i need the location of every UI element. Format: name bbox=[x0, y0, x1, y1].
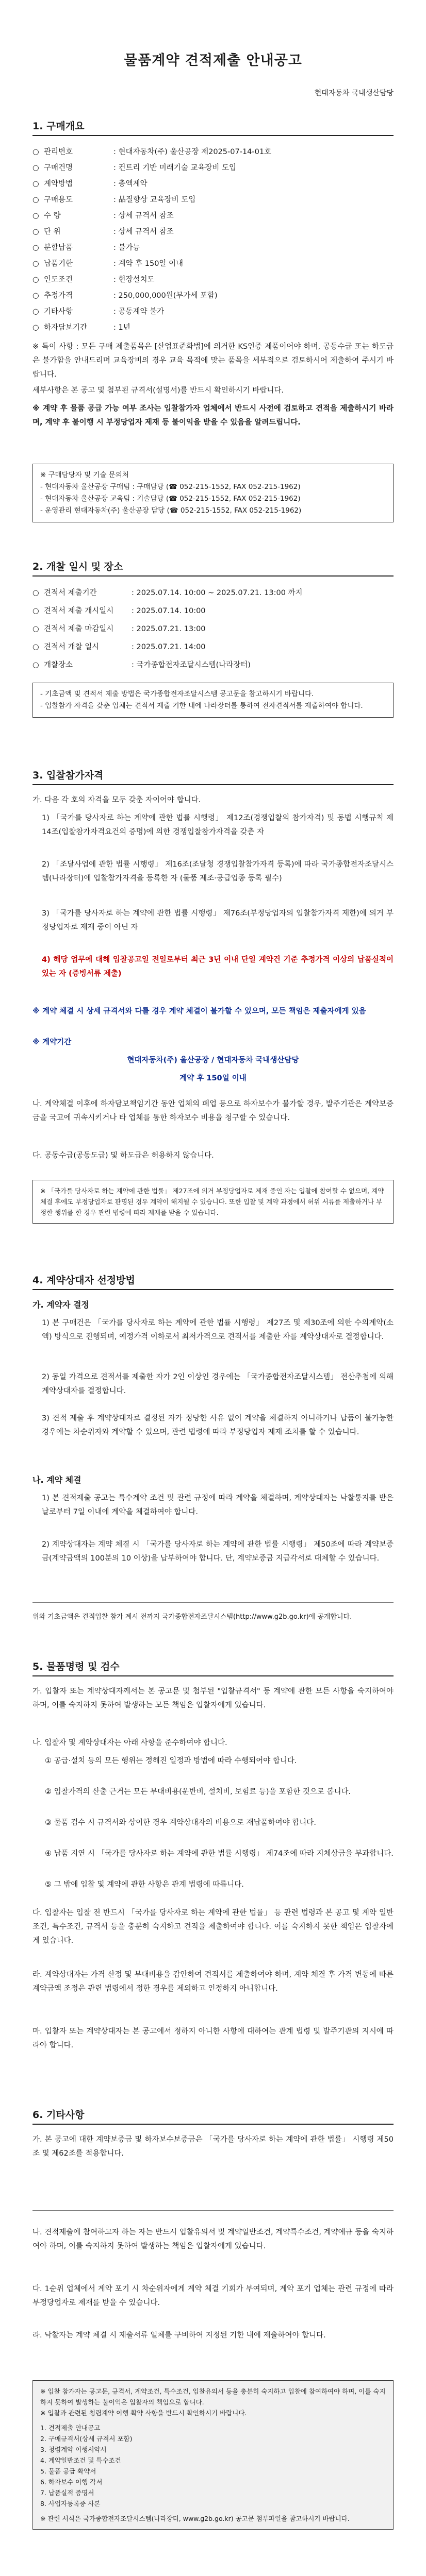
attachment-item: 8. 사업자등록증 사본 bbox=[40, 2500, 101, 2507]
paragraph: 2) 계약상대자는 계약 체결 시 「국가를 당사자로 하는 계약에 관한 법률 시행령」 제50조에 따라 계약보증금(계약금액의 100분의 10 이상)을 납부하여야 합니다. 단, 계약보증금 지급각서로 대체할 수 있습니다. bbox=[42, 1540, 394, 1563]
section-heading-3: 3. 입찰참가자격 bbox=[32, 770, 104, 781]
list-item: ④ 납품 지연 시 「국가를 당사자로 하는 계약에 관한 법률 시행령」 제74조에 따라 지체상금을 부과합니다. bbox=[45, 1850, 394, 1858]
list-item: ○ 수 량 : 상세 규격서 참조 bbox=[32, 212, 174, 220]
attachment-item: 6. 하자보수 이행 각서 bbox=[40, 2478, 103, 2486]
section-heading-2: 2. 개찰 일시 및 장소 bbox=[32, 561, 123, 572]
attachment-item: 1. 견적제출 안내공고 bbox=[40, 2424, 101, 2432]
subheading: 가. 계약자 결정 bbox=[32, 1300, 89, 1310]
list-item: ○ 계약방법 : 총액계약 bbox=[32, 180, 148, 188]
highlighted-notice: ※ 계약 체결 시 상세 규격서와 다를 경우 계약 체결이 불가할 수 있으며, 모든 책임은 제출자에게 있음 bbox=[32, 1007, 366, 1015]
highlighted-notice: 현대자동차(주) 울산공장 / 현대자동차 국내생산담당 bbox=[127, 1056, 299, 1064]
paragraph: 3) 견적 제출 후 계약상대자로 결정된 자가 정당한 사유 없이 계약을 체결하지 아니하거나 납품이 불가능한 경우에는 차순위자와 계약할 수 있으며, 관련 법령에 따라 부정당업자 제재 조치를 할 수 있습니다. bbox=[42, 1414, 394, 1436]
attachment-item: 4. 계약일반조건 및 특수조건 bbox=[40, 2456, 121, 2464]
highlighted-notice: 계약 후 150일 이내 bbox=[179, 1074, 247, 1082]
section-heading-4: 4. 계약상대자 선정방법 bbox=[32, 1275, 135, 1286]
paragraph: 1) 「국가를 당사자로 하는 계약에 관한 법률 시행령」 제12조(경쟁입찰의 참가자격) 및 동법 시행규칙 제14조(입찰참가자격요건의 증명)에 의한 경쟁입찰참가자격을 갖춘 자 bbox=[42, 814, 394, 836]
legal-note-box: ※ 「국가를 당사자로 하는 계약에 관한 법률」 제27조에 의거 부정당업자로 제재 중인 자는 입찰에 참여할 수 없으며, 계약 체결 후에도 부정당업자로 판명된 경우 계약이 해지될 수 있습니다. 또한 입찰 및 계약 과정에서 허위 서류를 제출하거나 부정한 행위를 한 경우 관련 법령에 따라 제재를 받을 수 있습니다. bbox=[32, 1180, 394, 1224]
list-item: ○ 견적서 제출기간 : 2025.07.14. 10:00 ~ 2025.07.21. 13:00 까지 bbox=[32, 589, 303, 597]
paragraph: 다. 입찰자는 입찰 전 반드시 「국가를 당사자로 하는 계약에 관한 법률」 등 관련 법령과 본 공고 및 계약 일반조건, 특수조건, 규격서 등을 충분히 숙지하고 견적을 제출하여야 합니다. 이를 숙지하지 못한 책임은 입찰자에게 있습니다. bbox=[32, 1909, 394, 1945]
list-item: ○ 단 위 : 상세 규격서 참조 bbox=[32, 228, 174, 236]
highlighted-notice: ※ 계약기간 bbox=[32, 1038, 72, 1046]
section-divider bbox=[32, 135, 394, 136]
paragraph: 가. 입찰자 또는 계약상대자께서는 본 공고문 및 첨부된 "입찰규격서" 등 계약에 관한 모든 사항을 숙지하여야 하며, 이를 숙지하지 못하여 발생하는 모든 책임은 입찰자에게 있습니다. bbox=[32, 1687, 394, 1709]
paragraph: 가. 본 공고에 대한 계약보증금 및 하자보수보증금은 「국가를 당사자로 하는 계약에 관한 법률」 시행령 제50조 및 제62조를 적용합니다. bbox=[32, 2136, 394, 2158]
paragraph: 가. 다음 각 호의 자격을 모두 갖춘 자이어야 합니다. bbox=[32, 796, 201, 804]
paragraph: 라. 낙찰자는 계약 체결 시 제출서류 일체를 구비하여 지정된 기한 내에 제출하여야 합니다. bbox=[32, 2331, 326, 2340]
paragraph: 라. 계약상대자는 가격 산정 및 부대비용을 감안하여 견적서를 제출하여야 하며, 계약 체결 후 가격 변동에 따른 계약금액 조정은 관련 법령에서 정한 경우를 제외하고 인정하지 아니합니다. bbox=[32, 1971, 394, 1993]
list-item: ⑤ 그 밖에 입찰 및 계약에 관한 사항은 관계 법령에 따릅니다. bbox=[45, 1880, 244, 1889]
page-title: 물품계약 견적제출 안내공고 bbox=[124, 53, 302, 69]
list-item: ○ 기타사항 : 공동계약 불가 bbox=[32, 308, 165, 316]
paragraph: 나. 견적제출에 참여하고자 하는 자는 반드시 입찰유의서 및 계약일반조건, 계약특수조건, 계약예규 등을 숙지하여야 하며, 이를 숙지하지 못하여 발생하는 책임은 입찰자에게 있습니다. bbox=[32, 2228, 394, 2250]
list-item: ○ 인도조건 : 현장설치도 bbox=[32, 276, 155, 284]
paragraph: 다. 1순위 업체에서 계약 포기 시 차순위자에게 계약 체결 기회가 부여되며, 계약 포기 업체는 관련 규정에 따라 부정당업자로 제재를 받을 수 있습니다. bbox=[32, 2285, 394, 2307]
section-divider bbox=[32, 1289, 394, 1290]
attachment-item: 2. 구매규격서(상세 규격서 포함) bbox=[40, 2435, 133, 2443]
list-item: ○ 견적서 제출 개시일시 : 2025.07.14. 10:00 bbox=[32, 607, 206, 615]
paragraph: 1) 본 견적제출 공고는 특수계약 조건 및 관련 규정에 따라 계약을 체결하며, 계약상대자는 낙찰통지를 받은 날로부터 7일 이내에 계약을 체결하여야 합니다. bbox=[42, 1494, 394, 1516]
list-item: ○ 개찰장소 : 국가종합전자조달시스템(나라장터) bbox=[32, 661, 251, 669]
section-heading-1: 1. 구매개요 bbox=[32, 121, 85, 132]
list-item: ○ 관리번호 : 현대자동차(주) 울산공장 제2025-07-14-01호 bbox=[32, 148, 272, 156]
list-item: ① 공급·설치 등의 모든 행위는 정해진 일정과 방법에 따라 수행되어야 합니다. bbox=[45, 1757, 297, 1765]
paragraph: 마. 입찰자 또는 계약상대자는 본 공고에서 정하지 아니한 사항에 대하여는 관계 법령 및 발주기관의 지시에 따라야 합니다. bbox=[32, 2027, 394, 2049]
paragraph: 2) 「조달사업에 관한 법률 시행령」 제16조(조달청 경쟁입찰참가자격 등록)에 따라 국가종합전자조달시스템(나라장터)에 입찰참가자격을 등록한 자 (물품 제조·공급업종 등록 필수) bbox=[42, 860, 394, 883]
section-heading-6: 6. 기타사항 bbox=[32, 2109, 85, 2121]
section-heading-5: 5. 물품명령 및 검수 bbox=[32, 1661, 120, 1672]
divider bbox=[32, 1602, 394, 1603]
issuer: 현대자동차 국내생산담당 bbox=[314, 89, 394, 97]
list-item: ○ 분할납품 : 불가능 bbox=[32, 244, 140, 252]
contact-box: ※ 구매담당자 및 기술 문의처 - 현대자동차 울산공장 구매팀 : 구매담당 (☎ 052-215-1552, FAX 052-215-1962) - 현대자동차 울산공장 교육팀 : 기술담당 (☎ 052-215-1552, FAX 052-215-1962) - 운영관리 현대자동차(주) 울산공장 담당 (☎ 052-215-1552, FAX 052-215-1962) bbox=[32, 464, 394, 522]
paragraph: 위와 기초금액은 견적입찰 참가 계시 전까지 국가종합전자조달시스템(http://www.g2b.go.kr)에 공개합니다. bbox=[32, 1613, 352, 1621]
list-item: ○ 하자담보기간 : 1년 bbox=[32, 324, 130, 332]
subheading: 나. 계약 체결 bbox=[32, 1475, 81, 1485]
attachment-item: 3. 청렴계약 이행서약서 bbox=[40, 2446, 107, 2453]
attachment-box: ※ 입찰 참가자는 공고문, 규격서, 계약조건, 특수조건, 입찰유의서 등을 충분히 숙지하고 입찰에 참여하여야 하며, 이를 숙지하지 못하여 발생하는 불이익은 입찰자의 책임으로 합니다. ※ 입찰과 관련된 청렴계약 이행 확약 사항을 반드시 확인하시기 바랍니다. 1. 견적제출 안내공고 2. 구매규격서(상세 규격서 포함) 3. 청렴계약 이행서약서 4. 계약일반조건 및 특수조건 5. 물품 공급 확약서 6. 하자보수 이행 각서 7. 납품실적 증명서 8. 사업자등록증 사본 ※ 관련 서식은 국가종합전자조달시스템(나라장터, www.g2b.go.kr) 공고문 첨부파일을 참고하시기 바랍니다. bbox=[32, 2380, 394, 2530]
list-item: ○ 추정가격 : 250,000,000원(부가세 포함) bbox=[32, 292, 218, 300]
attachment-item: 5. 물품 공급 확약서 bbox=[40, 2467, 96, 2475]
paragraph: 나. 계약체결 이후에 하자담보책임기간 동안 업체의 폐업 등으로 하자보수가 불가할 경우, 발주기관은 계약보증금을 국고에 귀속시키거나 타 업체를 통한 하자보수 비용을 청구할 수 있습니다. bbox=[32, 1100, 394, 1122]
list-item: ③ 물품 검수 시 규격서와 상이한 경우 계약상대자의 비용으로 재납품하여야 합니다. bbox=[45, 1819, 316, 1827]
list-item: ○ 구매용도 : 品질향상 교육장비 도입 bbox=[32, 196, 196, 204]
paragraph: 3) 「국가를 당사자로 하는 계약에 관한 법률 시행령」 제76조(부정당업자의 입찰참가자격 제한)에 의거 부정당업자로 제재 중이 아닌 자 bbox=[42, 909, 394, 931]
notice-text: 세부사항은 본 공고 및 첨부된 규격서(설명서)를 반드시 확인하시기 바랍니다. bbox=[32, 386, 284, 395]
paragraph: 2) 동일 가격으로 견적서를 제출한 자가 2인 이상인 경우에는 「국가종합전자조달시스템」 전산추첨에 의해 계약상대자를 결정합니다. bbox=[42, 1373, 394, 1395]
paragraph: 나. 입찰자 및 계약상대자는 아래 사항을 준수하여야 합니다. bbox=[32, 1739, 227, 1747]
highlighted-requirement: 4) 해당 업무에 대해 입찰공고일 전일로부터 최근 3년 이내 단일 계약건 기준 추정가격 이상의 납품실적이 있는 자 (증빙서류 제출) bbox=[42, 956, 394, 978]
important-notice: ※ 계약 후 물품 공급 가능 여부 조사는 입찰참가자 업체에서 반드시 사전에 검토하고 견적을 제출하시기 바라며, 계약 후 불이행 시 부정당업자 제재 등 불이익을 받을 수 있음을 알려드립니다. bbox=[32, 404, 394, 427]
submission-note-box: - 기초금액 및 견적서 제출 방법은 국가종합전자조달시스템 공고문을 참고하시기 바랍니다. - 입찰참가 자격을 갖춘 업체는 견적서 제출 기한 내에 나라장터를 통하여 전자견적서를 제출하여야 합니다. bbox=[32, 683, 394, 718]
paragraph: 다. 공동수급(공동도급) 및 하도급은 허용하지 않습니다. bbox=[32, 1151, 214, 1160]
section-divider bbox=[32, 2124, 394, 2125]
section-divider bbox=[32, 784, 394, 785]
attachment-item: 7. 납품실적 증명서 bbox=[40, 2489, 94, 2497]
notice-text: ※ 특이 사항 : 모든 구매 제출품목은 [산업표준화법]에 의거한 KS인증 제품이어야 하며, 공동수급 또는 하도급은 불가함을 안내드리며 교육장비의 경우 교육 목적에 맞는 품목을 세부적으로 검토하시어 제출하여 주시기 바랍니다. bbox=[32, 343, 394, 379]
list-item: ○ 납품기한 : 계약 후 150일 이내 bbox=[32, 260, 184, 268]
divider bbox=[32, 2210, 394, 2211]
list-item: ② 입찰가격의 산출 근거는 모든 부대비용(운반비, 설치비, 보험료 등)을 포함한 것으로 봅니다. bbox=[45, 1788, 351, 1796]
section-divider bbox=[32, 575, 394, 577]
list-item: ○ 구매건명 : 컨트리 기반 미래기술 교육장비 도입 bbox=[32, 164, 237, 172]
list-item: ○ 견적서 개찰 일시 : 2025.07.21. 14:00 bbox=[32, 643, 206, 651]
list-item: ○ 견적서 제출 마감일시 : 2025.07.21. 13:00 bbox=[32, 625, 206, 633]
paragraph: 1) 본 구매건은 「국가를 당사자로 하는 계약에 관한 법률 시행령」 제27조 및 제30조에 의한 수의계약(소액) 방식으로 진행되며, 예정가격 이하로서 최저가격으로 견적서를 제출한 자를 계약상대자로 결정합니다. bbox=[42, 1319, 394, 1341]
section-divider bbox=[32, 1675, 394, 1676]
